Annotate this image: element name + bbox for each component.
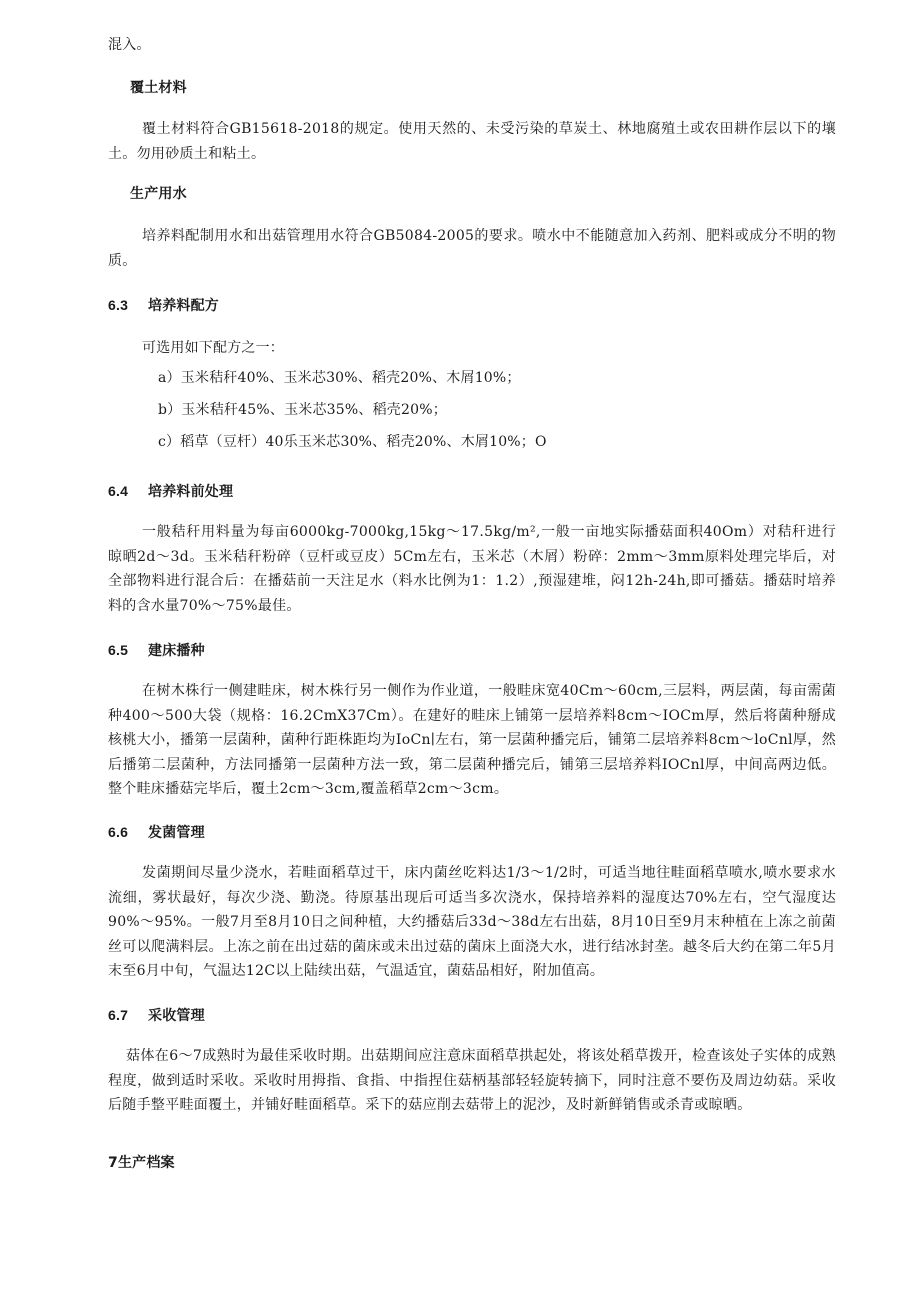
- section-title: 建床播种: [148, 643, 205, 659]
- water-body: 培养料配制用水和出菇管理用水符合GB5084-2005的要求。喷水中不能随意加入药剂、肥料或成分不明的物质。: [108, 228, 836, 269]
- section-title: 培养料配方: [148, 298, 219, 314]
- section-6-7-body: 菇体在6～7成熟时为最佳采收时期。出菇期间应注意床面稻草拱起处，将该处稻草拨开，检查该处子实体的成熟程度，做到适时采收。采收时用拇指、食指、中指捏住菇柄基部轻轻旋转摘下，同时注意不要伤及周边幼菇。采收后随手整平畦面覆土，并铺好畦面稻草。采下的菇应削去菇带上的泥沙，及时新鲜销售或杀青或晾晒。: [108, 1048, 836, 1113]
- section-6-3-heading: [108, 296, 219, 315]
- section-6-6-heading: [108, 823, 205, 842]
- section-6-7-heading: [108, 1006, 205, 1025]
- section-title: 培养料前处理: [148, 484, 234, 500]
- water-title: 生产用水: [130, 186, 187, 202]
- section-title: 采收管理: [148, 1008, 205, 1024]
- section-7-heading: 7生产档案: [108, 1155, 175, 1171]
- formula-item-c: c）稻草（豆杆）40乐玉米芯30%、稻壳20%、木屑10%；O: [158, 434, 547, 450]
- section-number: 6.3: [108, 297, 129, 313]
- cover-soil-body: 覆土材料符合GB15618-2018的规定。使用天然的、未受污染的草炭土、林地腐殖土或农田耕作层以下的壤土。勿用砂质土和粘土。: [108, 121, 836, 162]
- section-number: 6.5: [108, 642, 129, 658]
- section-number: 6.6: [108, 824, 129, 840]
- formula-intro: 可选用如下配方之一：: [142, 340, 284, 356]
- cover-soil-title: 覆土材料: [130, 80, 187, 96]
- section-6-4-heading: [108, 482, 233, 501]
- section-number: 6.7: [108, 1007, 129, 1023]
- top-fragment: 混入。: [108, 37, 151, 53]
- section-title: 发菌管理: [148, 825, 205, 841]
- section-6-6-body: 发菌期间尽量少浇水，若畦面稻草过干，床内菌丝吃料达1/3～1/2时，可适当地往畦面稻草喷水,喷水要求水流细，雾状最好，每次少浇、勤浇。待原基出现后可适当多次浇水，保持培养料的湿度达70%左右，空气湿度达90%～95%。一般7月至8月10日之间种植，大约播菇后33d～38d左右出菇，8月10日至9月末种植在上冻之前菌丝可以爬满料层。上冻之前在出过菇的菌床或未出过菇的菌床上面浇大水，进行结冰封垄。越冬后大约在第二年5月末至6月中旬，气温达12C以上陆续出菇，气温适宜，菌菇品相好，附加值高。: [108, 865, 836, 979]
- section-6-4-body: 一般秸秆用料量为每亩6000kg-7000kg,15kg～17.5kg∕m²,一般一亩地实际播菇面积40Om）对秸秆进行晾晒2d～3d。玉米秸秆粉碎（豆杆或豆皮）5Cm左右，玉米芯（木屑）粉碎：2mm～3mm原料处理完毕后，对全部物料进行混合后：在播菇前一天注足水（料水比例为1：1.2）,预湿建堆，闷12h-24h,即可播菇。播菇时培养料的含水量70%～75%最佳。: [108, 524, 836, 614]
- section-6-5-body: 在树木株行一侧建畦床，树木株行另一侧作为作业道，一般畦床宽40Cm～60cm,三层料，两层菌，每亩需菌种400～500大袋（规格：16.2CmX37Cm）。在建好的畦床上铺第一层培养料8cm～IOCm厚，然后将菌种掰成核桃大小，播第一层菌种，菌种行距株距均为IoCn∣左右，第一层菌种播完后，铺第二层培养料8cm～loCnl厚，然后播第二层菌种，方法同播第一层菌种方法一致，第二层菌种播完后，铺第三层培养料IOCnl厚，中间高两边低。整个畦床播菇完毕后，覆土2cm～3cm,覆盖稻草2cm～3cm。: [108, 683, 836, 797]
- section-6-5-heading: [108, 641, 205, 660]
- section-number: 6.4: [108, 483, 129, 499]
- formula-item-a: a）玉米秸秆40%、玉米芯30%、稻壳20%、木屑10%；: [158, 370, 521, 386]
- formula-item-b: b）玉米秸秆45%、玉米芯35%、稻壳20%；: [158, 402, 447, 418]
